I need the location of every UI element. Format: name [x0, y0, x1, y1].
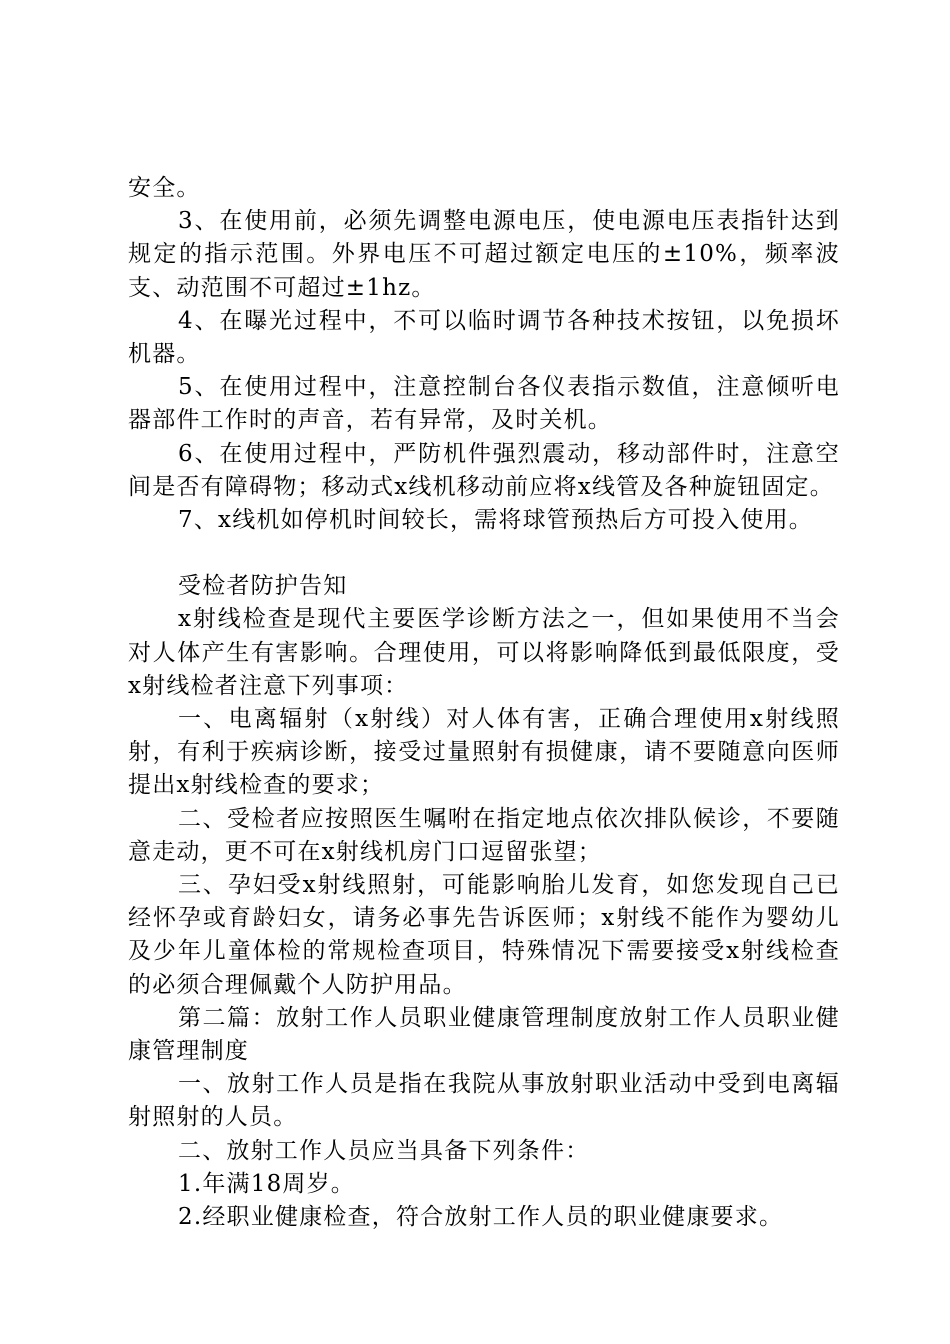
paragraph-item-7: 7、x线机如停机时间较长，需将球管预热后方可投入使用。	[178, 507, 814, 534]
paragraph-notice-2: 二、受检者应按照医生嘱咐在指定地点依次排队候诊，不要随意走动，更不可在x射线机房门口逗留张望；	[128, 805, 840, 865]
paragraph-condition-1: 1.年满18周岁。	[178, 1170, 356, 1197]
section-heading-patient-notice: 受检者防护告知	[178, 573, 348, 600]
paragraph-notice-1: 一、电离辐射（x射线）对人体有害，正确合理使用x射线照射，有利于疾病诊断，接受过量照射有损健康，请不要随意向医师提出x射线检查的要求；	[128, 706, 840, 799]
paragraph-item-3: 3、在使用前，必须先调整电源电压，使电源电压表指针达到规定的指示范围。外界电压不可超过额定电压的±10%，频率波支、动范围不可超过±1hz。	[128, 208, 840, 301]
paragraph-condition-2: 2.经职业健康检查，符合放射工作人员的职业健康要求。	[178, 1204, 784, 1231]
section-heading-part-two: 第二篇：放射工作人员职业健康管理制度放射工作人员职业健康管理制度	[128, 1004, 840, 1065]
paragraph-notice-3: 三、孕妇受x射线照射，可能影响胎儿发育，如您发现自己已经怀孕或育龄妇女，请务必事先告诉医师；x射线不能作为婴幼儿及少年儿童体检的常规检查项目，特殊情况下需要接受x射线检查的必须合理佩戴个人防护用品。	[128, 872, 840, 998]
paragraph-item-6: 6、在使用过程中，严防机件强烈震动，移动部件时，注意空间是否有障碍物；移动式x线机移动前应将x线管及各种旋钮固定。	[128, 440, 840, 500]
paragraph-safety-end: 安全。	[128, 175, 201, 201]
paragraph-intro: x射线检查是现代主要医学诊断方法之一，但如果使用不当会对人体产生有害影响。合理使用，可以将影响降低到最低限度，受x射线检者注意下列事项：	[128, 606, 840, 699]
paragraph-conditions: 二、放射工作人员应当具备下列条件：	[178, 1137, 590, 1164]
paragraph-item-4: 4、在曝光过程中，不可以临时调节各种技术按钮，以免损坏机器。	[128, 307, 840, 368]
paragraph-definition: 一、放射工作人员是指在我院从事放射职业活动中受到电离辐射照射的人员。	[128, 1071, 840, 1131]
paragraph-item-5: 5、在使用过程中，注意控制台各仪表指示数值，注意倾听电器部件工作时的声音，若有异常，及时关机。	[128, 374, 840, 434]
document-body	[128, 172, 840, 1234]
